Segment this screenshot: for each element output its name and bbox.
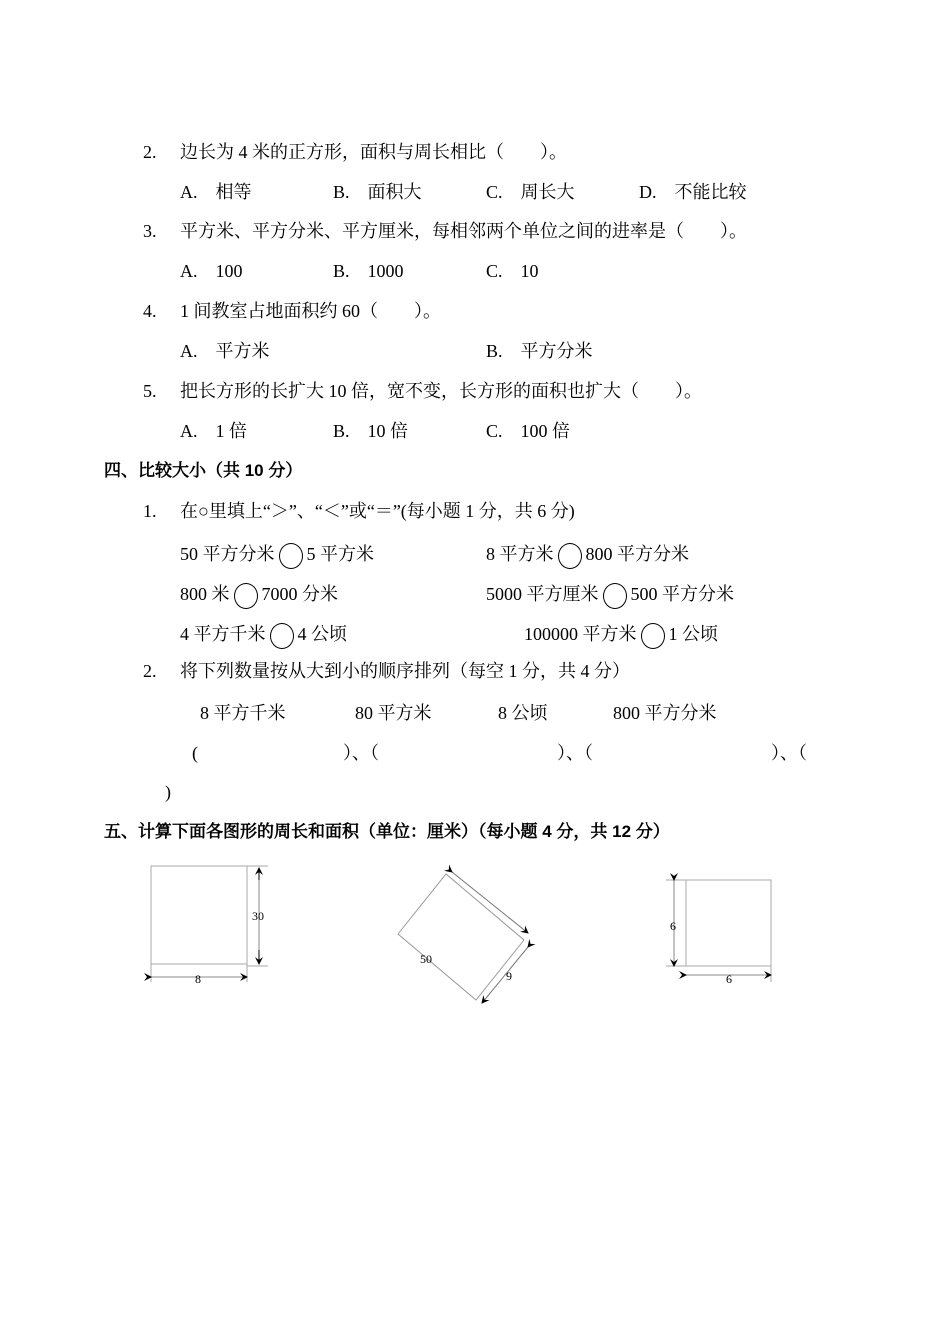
q5-option-c: C. 100 倍 xyxy=(486,421,571,441)
compare-right: 7000 分米 xyxy=(261,584,338,605)
compare-left: 8 平方米 xyxy=(486,544,554,565)
q3-number: 3. xyxy=(143,221,157,241)
q2-text: 边长为 4 米的正方形，面积与周长相比（ ）。 xyxy=(180,142,567,162)
compare-right: 800 平方分米 xyxy=(585,544,689,565)
figure-rectangle-2 xyxy=(398,872,528,1003)
q2-option-b: B. 面积大 xyxy=(333,182,422,202)
q5-option-a: A. 1 倍 xyxy=(180,421,247,441)
section-5-title: 五、计算下面各图形的周长和面积（单位：厘米）（每小题 4 分，共 12 分） xyxy=(104,822,670,841)
q5-number: 5. xyxy=(143,381,157,401)
fig1-width-label: 8 xyxy=(195,972,201,986)
q3-option-c: C. 10 xyxy=(486,261,539,281)
compare-left: 100000 平方米 xyxy=(524,624,637,645)
fig2-width-label: 9 xyxy=(506,969,512,983)
compare-right: 500 平方分米 xyxy=(630,584,734,605)
q4-option-b: B. 平方分米 xyxy=(486,341,593,361)
p4-q1-text: 在○里填上“＞”、“＜”或“＝”(每小题 1 分，共 6 分) xyxy=(180,501,575,521)
q2-option-a: A. 相等 xyxy=(180,182,252,202)
figure-rectangle-1 xyxy=(151,866,268,986)
q2-number: 2. xyxy=(143,142,157,162)
compare-left: 4 平方千米 xyxy=(180,624,266,645)
order-item: 8 平方千米 xyxy=(200,703,286,723)
compare-right: 1 公顷 xyxy=(668,624,718,645)
answer-blank-open[interactable]: ( xyxy=(192,743,198,763)
q3-option-b: B. 1000 xyxy=(333,261,404,281)
q2-option-d: D. 不能比较 xyxy=(639,182,747,202)
p4-q2-number: 2. xyxy=(143,661,157,681)
figure-square-3 xyxy=(666,880,771,986)
q2-option-c: C. 周长大 xyxy=(486,182,575,202)
q3-option-a: A. 100 xyxy=(180,261,243,281)
q4-text: 1 间教室占地面积约 60（ ）。 xyxy=(180,301,441,321)
order-item: 8 公顷 xyxy=(498,703,548,723)
fig3-height-label: 6 xyxy=(670,919,676,933)
p4-q1-number: 1. xyxy=(143,501,157,521)
q4-option-a: A. 平方米 xyxy=(180,341,270,361)
q5-text: 把长方形的长扩大 10 倍，宽不变，长方形的面积也扩大（ ）。 xyxy=(180,381,702,401)
q5-option-b: B. 10 倍 xyxy=(333,421,409,441)
compare-left: 5000 平方厘米 xyxy=(486,584,599,605)
answer-blank-close: ) xyxy=(165,782,171,802)
q3-text: 平方米、平方分米、平方厘米，每相邻两个单位之间的进率是（ ）。 xyxy=(180,221,747,241)
fig3-width-label: 6 xyxy=(726,972,732,986)
order-item: 800 平方分米 xyxy=(613,703,717,723)
answer-blank-sep[interactable]: ）、（ xyxy=(343,743,379,763)
compare-left: 800 米 xyxy=(180,584,230,605)
fig1-height-label: 30 xyxy=(252,909,264,923)
answer-blank-sep[interactable]: ）、（ xyxy=(557,743,593,763)
answer-blank-sep[interactable]: ）、（ xyxy=(771,743,807,763)
compare-right: 4 公顷 xyxy=(297,624,347,645)
compare-right: 5 平方米 xyxy=(306,544,374,565)
compare-left: 50 平方分米 xyxy=(180,544,275,565)
q4-number: 4. xyxy=(143,301,157,321)
order-item: 80 平方米 xyxy=(355,703,432,723)
section-4-title: 四、比较大小（共 10 分） xyxy=(104,461,303,480)
p4-q2-text: 将下列数量按从大到小的顺序排列（每空 1 分，共 4 分） xyxy=(180,661,630,681)
fig2-length-label: 50 xyxy=(420,952,432,966)
